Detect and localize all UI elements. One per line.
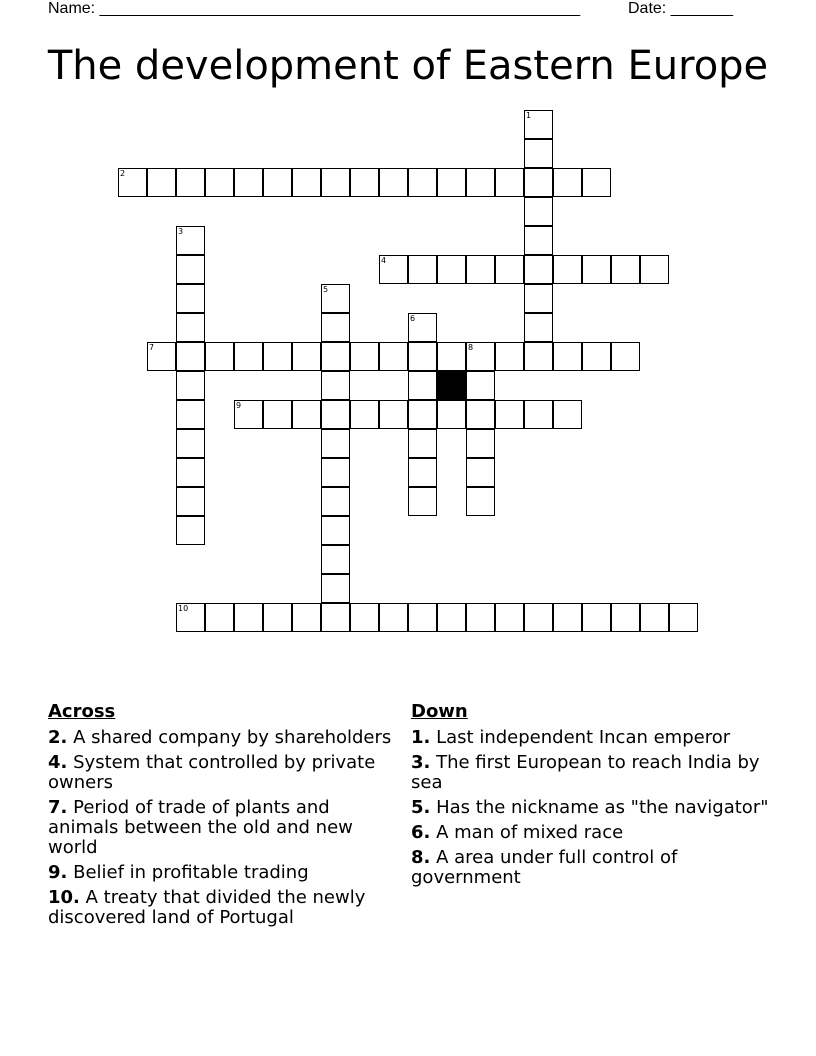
grid-block bbox=[437, 371, 466, 400]
grid-cell[interactable] bbox=[118, 168, 147, 197]
grid-cell[interactable] bbox=[408, 458, 437, 487]
grid-cell[interactable] bbox=[176, 458, 205, 487]
grid-cell[interactable] bbox=[292, 400, 321, 429]
clue-number: 1. bbox=[411, 727, 431, 748]
grid-cell[interactable] bbox=[176, 371, 205, 400]
page-title: The development of Eastern Europe bbox=[47, 43, 769, 89]
grid-cell[interactable] bbox=[379, 168, 408, 197]
grid-cell[interactable] bbox=[379, 603, 408, 632]
grid-cell[interactable] bbox=[176, 429, 205, 458]
grid-cell[interactable] bbox=[176, 284, 205, 313]
clue-number: 8. bbox=[411, 847, 431, 868]
grid-cell[interactable] bbox=[495, 255, 524, 284]
grid-cell[interactable] bbox=[321, 168, 350, 197]
grid-cell[interactable] bbox=[524, 400, 553, 429]
grid-cell[interactable] bbox=[524, 197, 553, 226]
across-clues bbox=[48, 702, 398, 933]
grid-cell[interactable] bbox=[466, 168, 495, 197]
grid-cell[interactable] bbox=[234, 603, 263, 632]
grid-cell[interactable] bbox=[292, 168, 321, 197]
grid-cell[interactable] bbox=[408, 168, 437, 197]
grid-cell[interactable] bbox=[466, 255, 495, 284]
clue-number: 9. bbox=[48, 862, 68, 883]
grid-cell[interactable] bbox=[582, 255, 611, 284]
grid-cell[interactable] bbox=[437, 342, 466, 371]
grid-cell[interactable] bbox=[524, 139, 553, 168]
grid-cell[interactable] bbox=[408, 342, 437, 371]
grid-cell[interactable] bbox=[321, 545, 350, 574]
clue-text: Belief in profitable trading bbox=[73, 862, 309, 883]
grid-cell[interactable] bbox=[524, 342, 553, 371]
across-clue bbox=[48, 798, 398, 858]
grid-cell[interactable] bbox=[611, 342, 640, 371]
grid-cell[interactable] bbox=[611, 603, 640, 632]
across-clue bbox=[48, 753, 398, 793]
grid-cell[interactable] bbox=[147, 342, 176, 371]
clue-text: System that controlled by private owners bbox=[48, 752, 376, 793]
grid-cell[interactable] bbox=[524, 226, 553, 255]
grid-cell[interactable] bbox=[408, 371, 437, 400]
cell-number: 10 bbox=[178, 604, 189, 613]
grid-cell[interactable] bbox=[176, 516, 205, 545]
grid-cell[interactable] bbox=[408, 603, 437, 632]
grid-cell[interactable] bbox=[437, 168, 466, 197]
grid-cell[interactable] bbox=[350, 603, 379, 632]
cell-number: 4 bbox=[381, 256, 387, 265]
grid-cell[interactable] bbox=[437, 400, 466, 429]
grid-cell[interactable] bbox=[263, 342, 292, 371]
grid-cell[interactable] bbox=[176, 226, 205, 255]
grid-cell[interactable] bbox=[321, 284, 350, 313]
grid-cell[interactable] bbox=[147, 168, 176, 197]
grid-cell[interactable] bbox=[553, 342, 582, 371]
grid-cell[interactable] bbox=[553, 400, 582, 429]
grid-cell[interactable] bbox=[524, 284, 553, 313]
down-clues bbox=[411, 702, 771, 893]
grid-cell[interactable] bbox=[611, 255, 640, 284]
grid-cell[interactable] bbox=[321, 574, 350, 603]
grid-cell[interactable] bbox=[524, 313, 553, 342]
grid-cell[interactable] bbox=[234, 342, 263, 371]
grid-cell[interactable] bbox=[321, 371, 350, 400]
grid-cell[interactable] bbox=[524, 603, 553, 632]
clue-number: 3. bbox=[411, 752, 431, 773]
grid-cell[interactable] bbox=[379, 255, 408, 284]
grid-cell[interactable] bbox=[263, 168, 292, 197]
grid-cell[interactable] bbox=[640, 603, 669, 632]
clue-text: A area under full control of government bbox=[411, 847, 678, 888]
grid-cell[interactable] bbox=[466, 400, 495, 429]
grid-cell[interactable] bbox=[321, 400, 350, 429]
grid-cell[interactable] bbox=[350, 400, 379, 429]
grid-cell[interactable] bbox=[205, 342, 234, 371]
grid-cell[interactable] bbox=[524, 110, 553, 139]
across-clue bbox=[48, 728, 398, 748]
clue-number: 10. bbox=[48, 887, 80, 908]
grid-cell[interactable] bbox=[321, 429, 350, 458]
cell-number: 9 bbox=[236, 401, 242, 410]
grid-cell[interactable] bbox=[582, 342, 611, 371]
grid-cell[interactable] bbox=[292, 603, 321, 632]
cell-number: 6 bbox=[410, 314, 416, 323]
clue-number: 2. bbox=[48, 727, 68, 748]
grid-cell[interactable] bbox=[408, 487, 437, 516]
clue-text: Has the nickname as "the navigator" bbox=[436, 797, 769, 818]
grid-cell[interactable] bbox=[524, 255, 553, 284]
grid-cell[interactable] bbox=[437, 255, 466, 284]
grid-cell[interactable] bbox=[524, 168, 553, 197]
grid-cell[interactable] bbox=[495, 400, 524, 429]
grid-cell[interactable] bbox=[263, 400, 292, 429]
grid-cell[interactable] bbox=[176, 400, 205, 429]
clue-text: A man of mixed race bbox=[436, 822, 624, 843]
down-clue bbox=[411, 753, 771, 793]
across-clue bbox=[48, 888, 398, 928]
date-field-label: Date: _______ bbox=[628, 0, 733, 17]
grid-cell[interactable] bbox=[321, 458, 350, 487]
down-clue bbox=[411, 728, 771, 748]
grid-cell[interactable] bbox=[495, 603, 524, 632]
clue-number: 5. bbox=[411, 797, 431, 818]
grid-cell[interactable] bbox=[176, 313, 205, 342]
grid-cell[interactable] bbox=[466, 342, 495, 371]
cell-number: 2 bbox=[120, 169, 126, 178]
grid-cell[interactable] bbox=[495, 342, 524, 371]
grid-cell[interactable] bbox=[669, 603, 698, 632]
grid-cell[interactable] bbox=[321, 487, 350, 516]
grid-cell[interactable] bbox=[205, 168, 234, 197]
grid-cell[interactable] bbox=[350, 168, 379, 197]
grid-cell[interactable] bbox=[234, 168, 263, 197]
grid-cell[interactable] bbox=[408, 255, 437, 284]
clue-text: Period of trade of plants and animals between the old and new world bbox=[48, 797, 353, 858]
grid-cell[interactable] bbox=[408, 429, 437, 458]
cell-number: 1 bbox=[526, 111, 532, 120]
grid-cell[interactable] bbox=[234, 400, 263, 429]
grid-cell[interactable] bbox=[437, 603, 466, 632]
clue-number: 4. bbox=[48, 752, 68, 773]
down-heading: Down bbox=[411, 701, 468, 722]
grid-cell[interactable] bbox=[176, 255, 205, 284]
name-field-label: Name: ______________________________________________________ bbox=[48, 0, 581, 17]
clue-number: 7. bbox=[48, 797, 68, 818]
across-heading: Across bbox=[48, 701, 116, 722]
grid-cell[interactable] bbox=[292, 342, 321, 371]
cell-number: 7 bbox=[149, 343, 155, 352]
grid-cell[interactable] bbox=[553, 603, 582, 632]
across-clue bbox=[48, 863, 398, 883]
grid-cell[interactable] bbox=[582, 603, 611, 632]
cell-number: 8 bbox=[468, 343, 474, 352]
grid-cell[interactable] bbox=[321, 516, 350, 545]
grid-cell[interactable] bbox=[408, 400, 437, 429]
grid-cell[interactable] bbox=[466, 487, 495, 516]
down-clue bbox=[411, 798, 771, 818]
grid-cell[interactable] bbox=[408, 313, 437, 342]
grid-cell[interactable] bbox=[176, 168, 205, 197]
grid-cell[interactable] bbox=[553, 255, 582, 284]
grid-cell[interactable] bbox=[379, 400, 408, 429]
grid-cell[interactable] bbox=[350, 342, 379, 371]
clue-text: Last independent Incan emperor bbox=[436, 727, 731, 748]
clue-number: 6. bbox=[411, 822, 431, 843]
down-clue bbox=[411, 848, 771, 888]
grid-cell[interactable] bbox=[466, 458, 495, 487]
grid-cell[interactable] bbox=[466, 603, 495, 632]
grid-cell[interactable] bbox=[176, 342, 205, 371]
grid-cell[interactable] bbox=[495, 168, 524, 197]
grid-cell[interactable] bbox=[466, 429, 495, 458]
clue-text: A shared company by shareholders bbox=[73, 727, 392, 748]
grid-cell[interactable] bbox=[263, 603, 292, 632]
cell-number: 3 bbox=[178, 227, 184, 236]
grid-cell[interactable] bbox=[466, 371, 495, 400]
grid-cell[interactable] bbox=[176, 603, 205, 632]
grid-cell[interactable] bbox=[176, 487, 205, 516]
clue-text: A treaty that divided the newly discovered land of Portugal bbox=[48, 887, 366, 928]
grid-cell[interactable] bbox=[321, 342, 350, 371]
clue-text: The first European to reach India by sea bbox=[411, 752, 760, 793]
cell-number: 5 bbox=[323, 285, 329, 294]
grid-cell[interactable] bbox=[640, 255, 669, 284]
grid-cell[interactable] bbox=[321, 313, 350, 342]
grid-cell[interactable] bbox=[582, 168, 611, 197]
grid-cell[interactable] bbox=[321, 603, 350, 632]
grid-cell[interactable] bbox=[379, 342, 408, 371]
grid-cell[interactable] bbox=[553, 168, 582, 197]
down-clue bbox=[411, 823, 771, 843]
grid-cell[interactable] bbox=[205, 603, 234, 632]
